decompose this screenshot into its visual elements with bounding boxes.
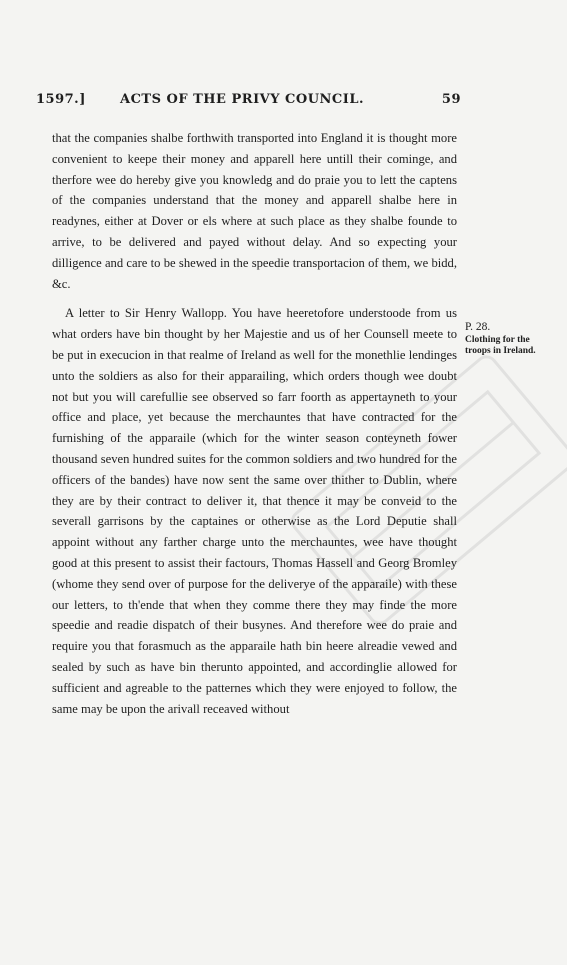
- margin-note-text: Clothing for the troops in Ireland.: [465, 335, 536, 356]
- page-number: 59: [441, 92, 461, 107]
- header-year: 1597.]: [36, 92, 86, 107]
- paragraph-2: A letter to Sir Henry Wallopp. You have heeretofore understoode from us what orders have bin thought by her Majestie and us of her Counsell meete to be put in execucion in that realme of Ireland as well for the monethlie lendinges unto the soldiers as also for their apparailing, which orders though wee doubt not but you will carefullie see observed so farr foorth as appertayneth to your office and place, yet because the merchauntes that have contracted for the furnishing of the apparaile (which for the winter season conteyneth fower thousand seven hundred suites for the common soldiers and two hundred for the officers of the bandes) have now sent the same over thither to Dublin, where they are by their contract to deliver it, that thence it may be conveid to the severall garrisons by the captaines or otherwise as the Lord Deputie shall appoint without any farther charge unto the merchauntes, wee have thought good at this present to assist their factours, Thomas Hassell and Georg Bromley (whome they send over of purpose for the deliverye of the apparaile) with these our letters, to th'ende that when they comme there they may finde the more speedie and readie dispatch of their busynes. And therefore wee do praie and require you that forasmuch as the apparaile hath bin heere alreadie vewed and sealed by such as have bin therunto appointed, and accordinglie allowed for sufficient and agreable to the patternes which they were enjoyed to follow, the same may be upon the arivall receaved without: [52, 306, 457, 716]
- margin-reference: P. 28.: [465, 321, 491, 333]
- header-title: ACTS OF THE PRIVY COUNCIL.: [120, 92, 365, 107]
- body-text: [52, 128, 457, 719]
- paragraph-1: that the companies shalbe forthwith transported into England it is thought more convenient to keepe their money and apparell here untill their cominge, and therfore wee do hereby give you knowledg and do praie you to lett the captens of the companies understand that the money and apparell shalbe here in readynes, either at Dover or els where at such place as they shalbe founde to arrive, to be delivered and payed without delay. And so expecting your dilligence and care to be shewed in the speedie transportacion of them, we bidd, &c.: [52, 131, 457, 291]
- margin-note: [465, 321, 555, 356]
